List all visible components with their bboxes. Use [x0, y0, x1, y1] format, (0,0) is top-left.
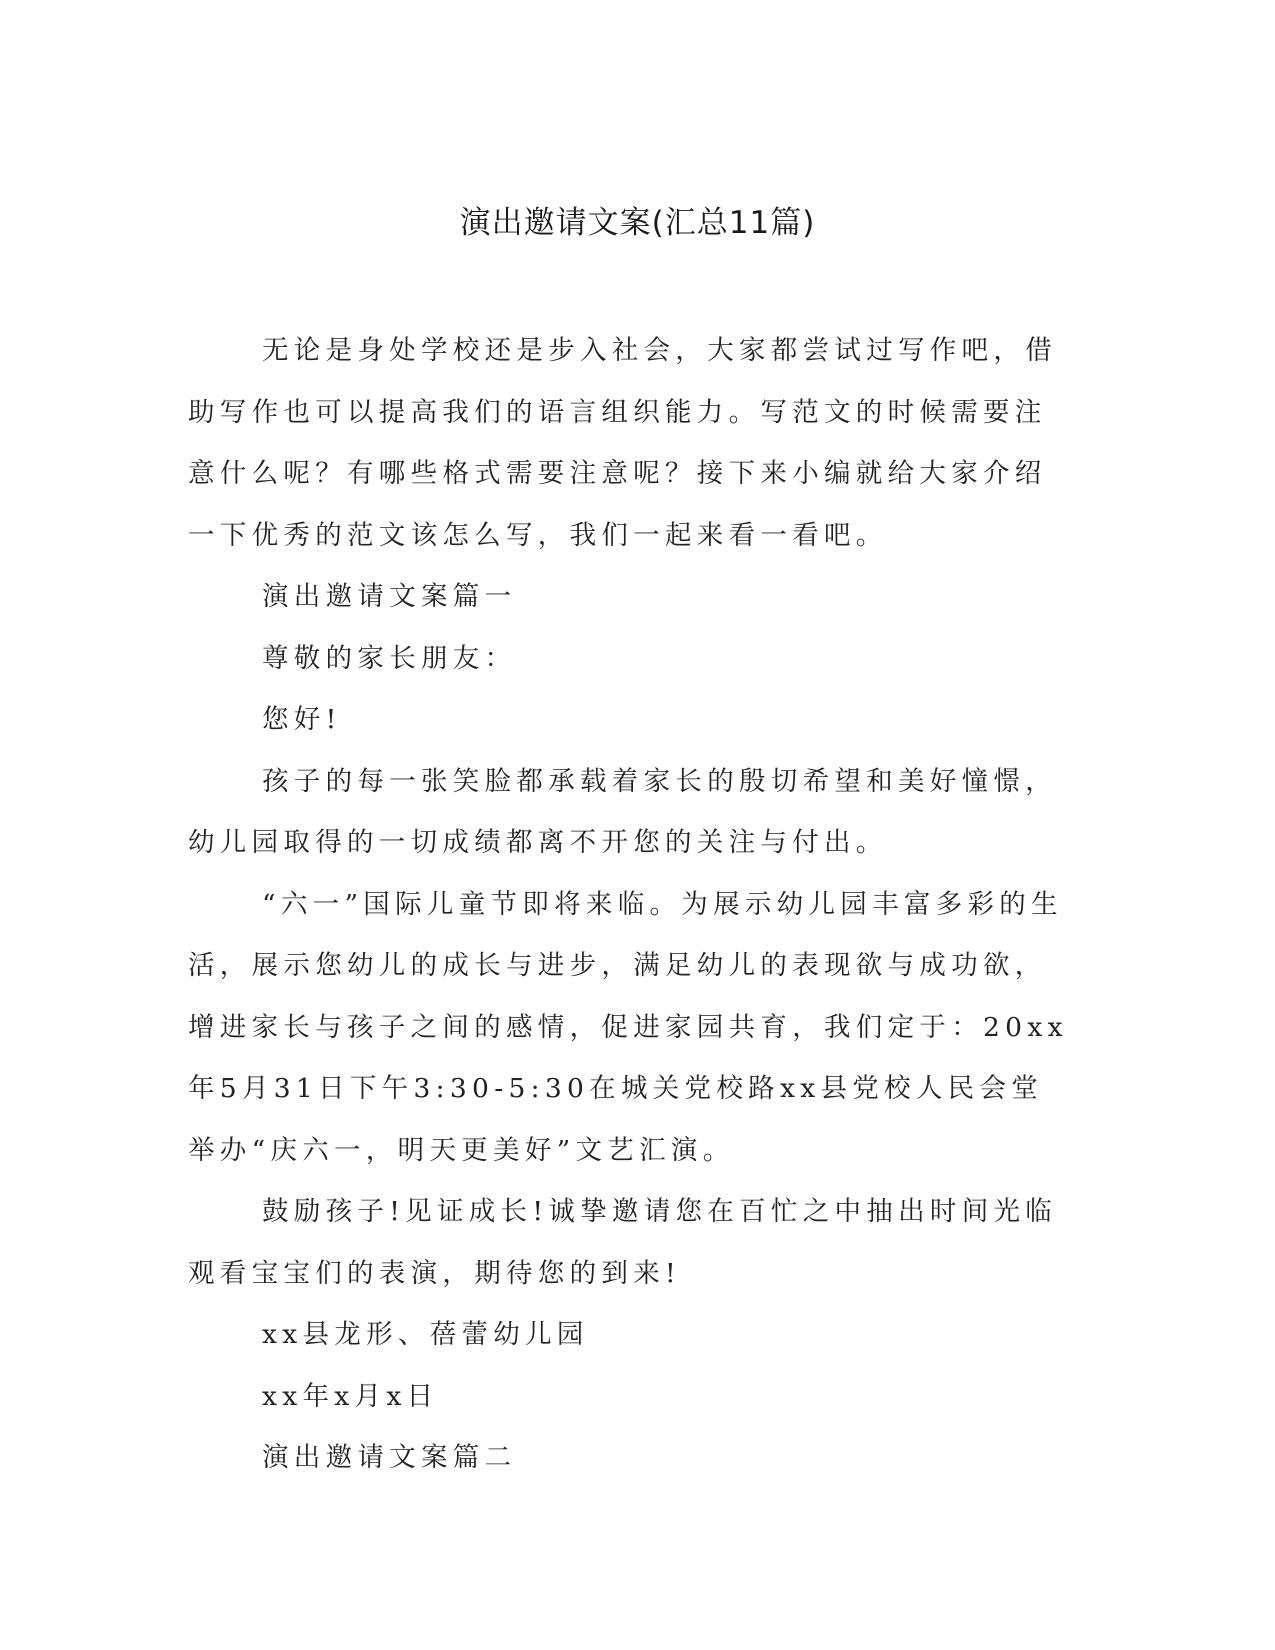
section-heading-2: 演出邀请文案篇二: [262, 1442, 517, 1473]
body-paragraph-2: “六一”国际儿童节即将来临。为展示幼儿园丰富多彩的生活，展示您幼儿的成长与进步，满足幼儿的表现欲与成功欲，增进家长与孩子之间的感情，促进家园共育，我们定于：20xx年5月31日下午3:30-5:30在城关党校路xx县党校人民会堂举办“庆六一，明天更美好”文艺汇演。: [188, 888, 1068, 1166]
greeting: 您好!: [262, 704, 342, 735]
body-paragraph-1: 孩子的每一张笑脸都承载着家长的殷切希望和美好憧憬，幼儿园取得的一切成绩都离不开您的关注与付出。: [188, 765, 1057, 858]
signature: xx县龙形、蓓蕾幼儿园: [262, 1319, 589, 1350]
intro-paragraph: 无论是身处学校还是步入社会，大家都尝试过写作吧，借助写作也可以提高我们的语言组织能力。写范文的时候需要注意什么呢？有哪些格式需要注意呢？接下来小编就给大家介绍一下优秀的范文该怎么写，我们一起来看一看吧。: [188, 335, 1057, 551]
salutation: 尊敬的家长朋友：: [262, 642, 517, 674]
section-heading-1: 演出邀请文案篇一: [262, 581, 517, 612]
document-body: [188, 320, 1068, 1489]
date-line: xx年x月x日: [262, 1380, 439, 1412]
document-title: 演出邀请文案(汇总11篇): [459, 205, 816, 241]
body-paragraph-3: 鼓励孩子!见证成长!诚挚邀请您在百忙之中抽出时间光临观看宝宝们的表演，期待您的到来!: [188, 1196, 1058, 1289]
